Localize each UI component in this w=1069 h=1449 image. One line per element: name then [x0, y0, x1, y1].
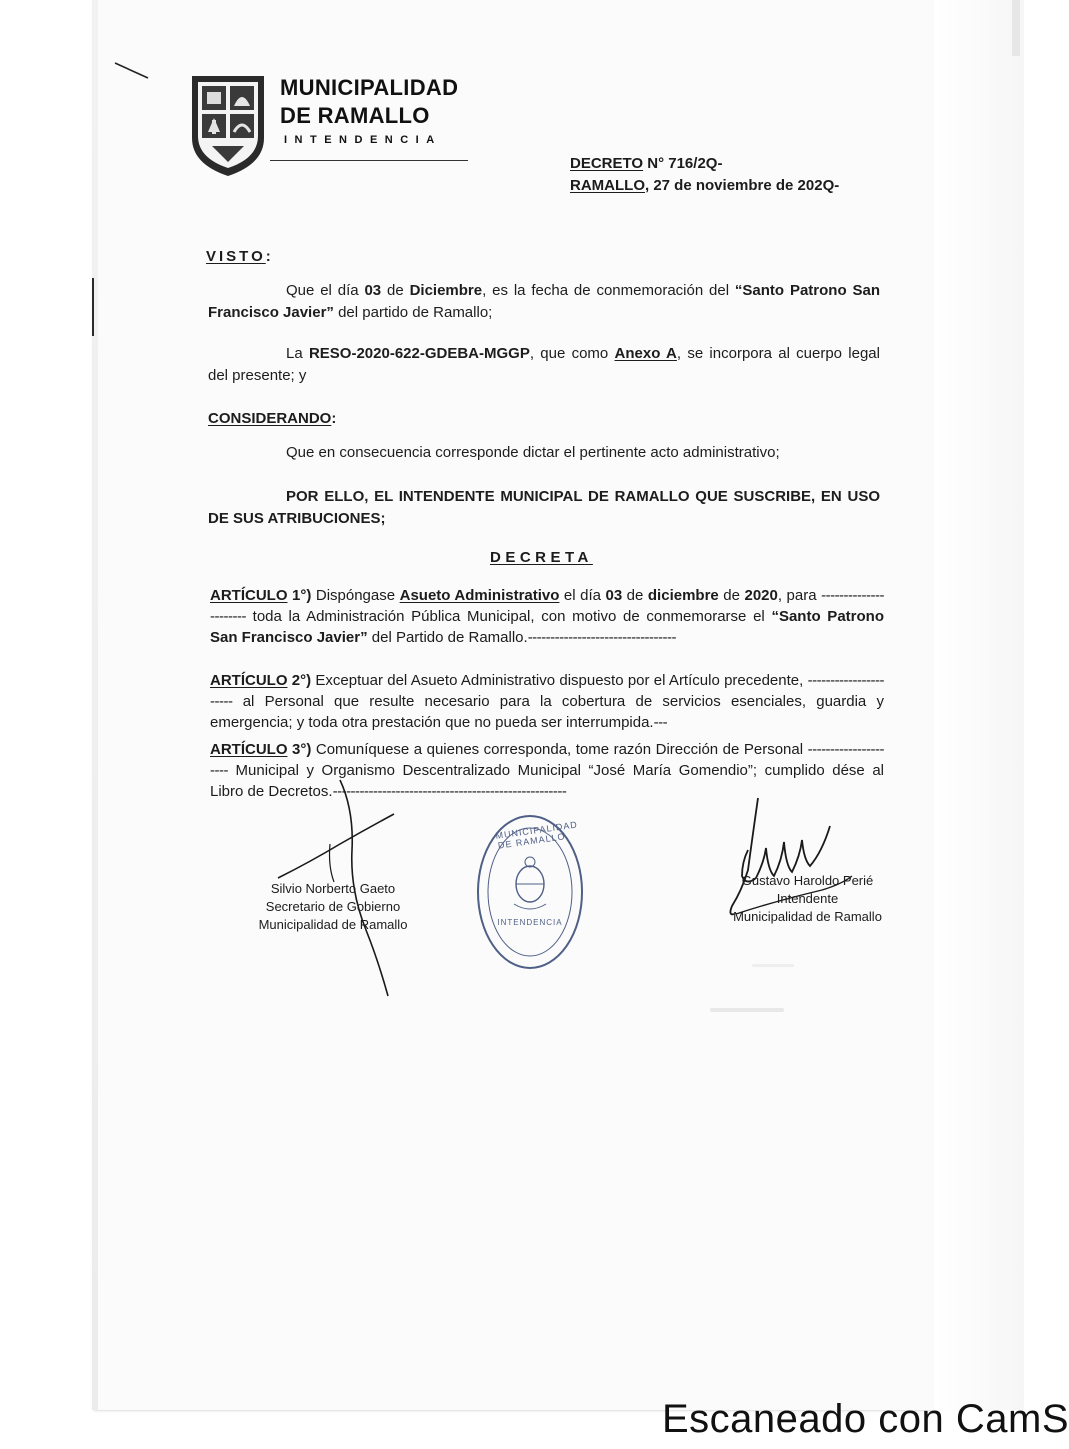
- scanner-watermark: Escaneado con CamS: [662, 1397, 1069, 1441]
- decree-number: [570, 155, 722, 172]
- article-2: ARTÍCULO 2°) Exceptuar del Asueto Administrativo dispuesto por el Artículo precedente, ---------------------- al Personal que resulte necesario para la cobertura de servicios esenciales, guardia y emergencia; y toda otra prestación que no pueda ser interrumpida.---: [210, 672, 885, 731]
- bleed-through-mark: [710, 1008, 784, 1012]
- article-1: ARTÍCULO 1°) Dispóngase Asueto Administrativo el día 03 de diciembre de 2020, para ---------------------- toda la Administración Pública Municipal, con motivo de conmemorarse el “Santo Patrono San Francisco Javier” del Partido de Ramallo.---------------------------------: [210, 587, 885, 646]
- considerando-paragraph: Que en consecuencia corresponde dictar el pertinente acto administrativo;: [286, 444, 780, 461]
- margin-mark: [92, 278, 94, 336]
- decree-place: RAMALLO: [570, 177, 645, 194]
- decree-place-date: [570, 177, 839, 194]
- decreta-heading: DECRETA: [490, 549, 593, 566]
- stray-mark: [112, 60, 152, 82]
- decree-number-value: N° 716/2Q-: [647, 155, 723, 172]
- signature-left: [248, 880, 418, 934]
- org-name-line1: MUNICIPALIDAD: [280, 75, 459, 100]
- signer-left-name: Silvio Norberto Gaeto: [270, 881, 396, 896]
- signer-left-role: Secretario de Gobierno: [265, 899, 401, 914]
- signer-right-role: Intendente: [776, 891, 839, 906]
- visto-paragraph-2: La RESO-2020-622-GDEBA-MGGP, que como Anexo A, se incorpora al cuerpo legal del presente; y: [208, 345, 880, 384]
- decree-number-label: DECRETO: [570, 155, 644, 172]
- coat-of-arms-icon: [188, 72, 268, 180]
- decree-date: , 27 de noviembre de 202Q-: [645, 177, 840, 194]
- article-3: ARTÍCULO 3°) Comuníquese a quienes corresponda, tome razón Dirección de Personal --------------------- Municipal y Organismo Descentralizado Municipal “José María Gomendio”; cumplido dése al Libro de Decretos.----------------------------------------------------: [210, 741, 884, 800]
- signature-right: [720, 872, 895, 926]
- visto-paragraph-1: Que el día 03 de Diciembre, es la fecha de conmemoración del “Santo Patrono San Francisco Javier” del partido de Ramallo;: [208, 282, 880, 321]
- scan-margin-strip: [1012, 0, 1020, 56]
- signer-right-name: Gustavo Haroldo Perié: [741, 873, 874, 888]
- org-name-line2: DE RAMALLO: [280, 103, 430, 128]
- org-subtitle: INTENDENCIA: [284, 134, 442, 146]
- considerando-heading: CONSIDERANDO:: [208, 410, 337, 427]
- org-name: [280, 74, 458, 130]
- seal-bottom-text: INTENDENCIA: [497, 918, 563, 927]
- visto-heading: VISTO:: [206, 248, 274, 265]
- bleed-through-mark: [752, 964, 794, 967]
- seal-ring-text: MUNICIPALIDAD DE RAMALLO: [494, 819, 579, 851]
- scan-background-edge: [934, 0, 1024, 1410]
- signer-right-org: Municipalidad de Ramallo: [733, 909, 882, 924]
- header-rule: [270, 160, 468, 161]
- signer-left-org: Municipalidad de Ramallo: [258, 917, 408, 932]
- por-ello-paragraph: POR ELLO, EL INTENDENTE MUNICIPAL DE RAMALLO QUE SUSCRIBE, EN USO DE SUS ATRIBUCIONES;: [208, 488, 880, 527]
